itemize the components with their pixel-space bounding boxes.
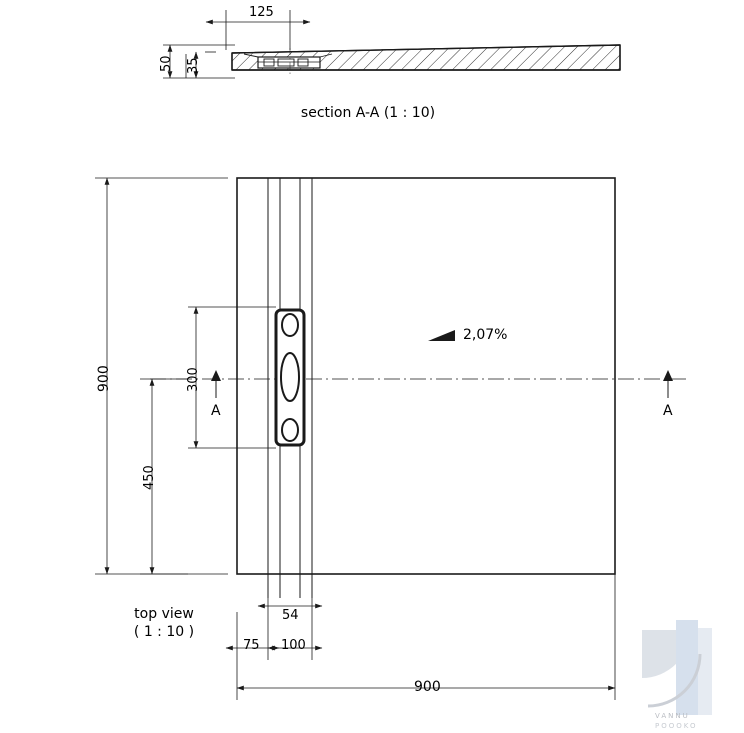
- dim-75-100: [226, 612, 322, 660]
- slope-arrow-icon: [428, 330, 455, 341]
- section-title: section A-A (1 : 10): [300, 105, 436, 121]
- topview-title-line1: top view: [134, 606, 194, 622]
- section-mark-right: [663, 370, 673, 398]
- topview-title: [134, 606, 194, 641]
- dim-label-bottom-900: 900: [414, 679, 441, 695]
- section-mark-left: [211, 370, 221, 398]
- drain-grate: [276, 310, 304, 445]
- dim-label-35: 35: [186, 57, 201, 74]
- dim-label-100: 100: [281, 638, 306, 653]
- dim-label-50: 50: [159, 55, 174, 72]
- dim-label-450: 450: [142, 465, 157, 490]
- dim-300: [188, 307, 276, 448]
- watermark-text-line2: POOOKO: [655, 722, 698, 730]
- watermark-text-line1: VANNU: [655, 712, 690, 720]
- dim-label-125: 125: [249, 5, 274, 20]
- dim-left-900: [95, 178, 228, 574]
- slope-label: 2,07%: [463, 327, 508, 343]
- section-mark-label-left: A: [211, 403, 221, 419]
- dim-label-left-900: 900: [96, 365, 112, 392]
- section-mark-label-right: A: [663, 403, 673, 419]
- topview-title-line2: ( 1 : 10 ): [133, 623, 195, 640]
- watermark-logo: [642, 620, 712, 715]
- dim-label-300: 300: [186, 367, 201, 392]
- dim-label-75: 75: [243, 638, 260, 653]
- section-view: [163, 10, 620, 78]
- dim-label-54: 54: [282, 608, 299, 623]
